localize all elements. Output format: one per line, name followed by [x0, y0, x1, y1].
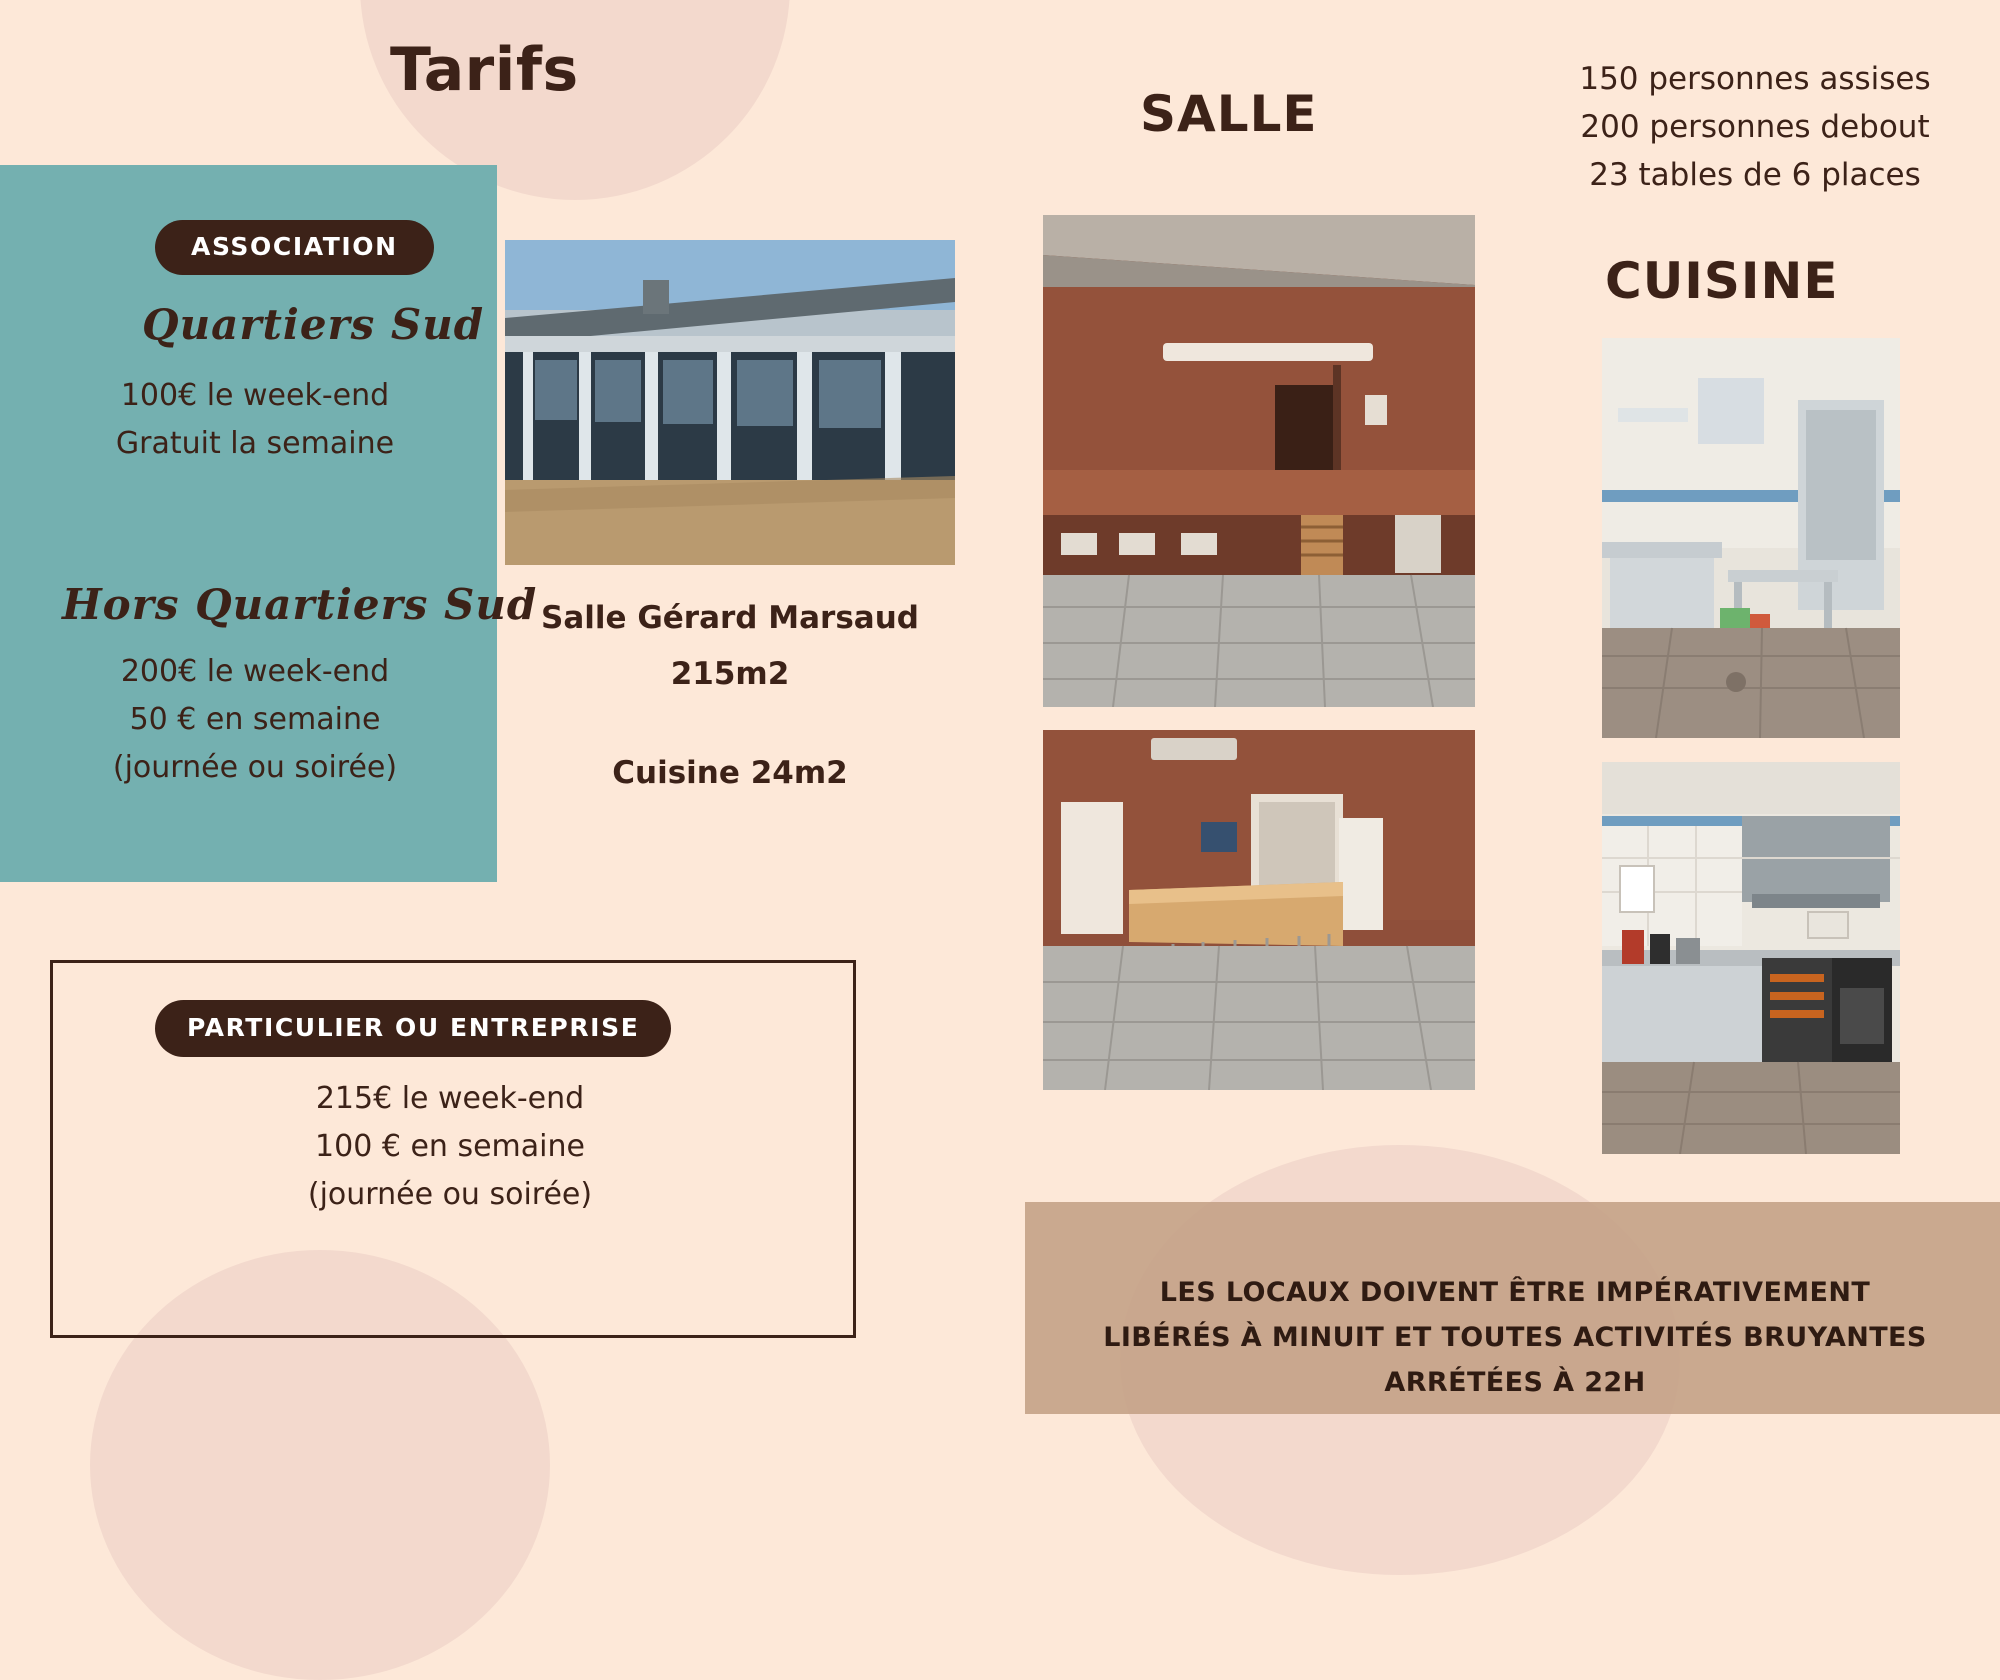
price-line: (journée ou soirée) [112, 750, 398, 785]
page-title: Tarifs [390, 35, 579, 105]
notice-line: LES LOCAUX DOIVENT ÊTRE IMPÉRATIVEMENT [1159, 1277, 1871, 1308]
hors-quartiers-sud-prices [60, 648, 450, 792]
salle-caption-line: 215m2 [670, 656, 790, 692]
price-line: 50 € en semaine [129, 702, 381, 737]
price-line: Gratuit la semaine [115, 426, 395, 461]
cuisine-caption: Cuisine 24m2 [612, 755, 848, 791]
facade-photo [505, 240, 955, 565]
quartiers-sud-prices [60, 372, 450, 468]
particulier-badge: PARTICULIER OU ENTREPRISE [155, 1000, 671, 1057]
hors-quartiers-sud-heading: Hors Quartiers Sud [62, 580, 538, 629]
price-line: 100€ le week-end [120, 378, 390, 413]
capacity-line: 23 tables de 6 places [1589, 157, 1921, 193]
notice-line: ARRÉTÉES À 22H [1384, 1367, 1646, 1398]
capacity-list [1520, 55, 1990, 199]
salle-caption-line: Salle Gérard Marsaud [541, 600, 919, 636]
cuisine-title: CUISINE [1605, 252, 1839, 310]
association-badge: ASSOCIATION [155, 220, 434, 275]
salle-interior-photo-1 [1043, 215, 1475, 707]
quartiers-sud-heading: Quartiers Sud [142, 300, 485, 349]
notice-line: LIBÉRÉS À MINUIT ET TOUTES ACTIVITÉS BRUYANTES [1103, 1322, 1927, 1353]
salle-title: SALLE [1140, 85, 1318, 143]
capacity-line: 200 personnes debout [1580, 109, 1930, 145]
price-line: 200€ le week-end [120, 654, 390, 689]
salle-interior-photo-2 [1043, 730, 1475, 1090]
price-line: 215€ le week-end [315, 1081, 585, 1116]
capacity-line: 150 personnes assises [1579, 61, 1931, 97]
salle-caption [480, 590, 980, 702]
particulier-prices [150, 1075, 750, 1219]
cuisine-photo-2 [1602, 762, 1900, 1154]
cuisine-photo-1 [1602, 338, 1900, 738]
price-line: (journée ou soirée) [307, 1177, 593, 1212]
closing-time-notice [1035, 1270, 1995, 1405]
price-line: 100 € en semaine [315, 1129, 585, 1164]
